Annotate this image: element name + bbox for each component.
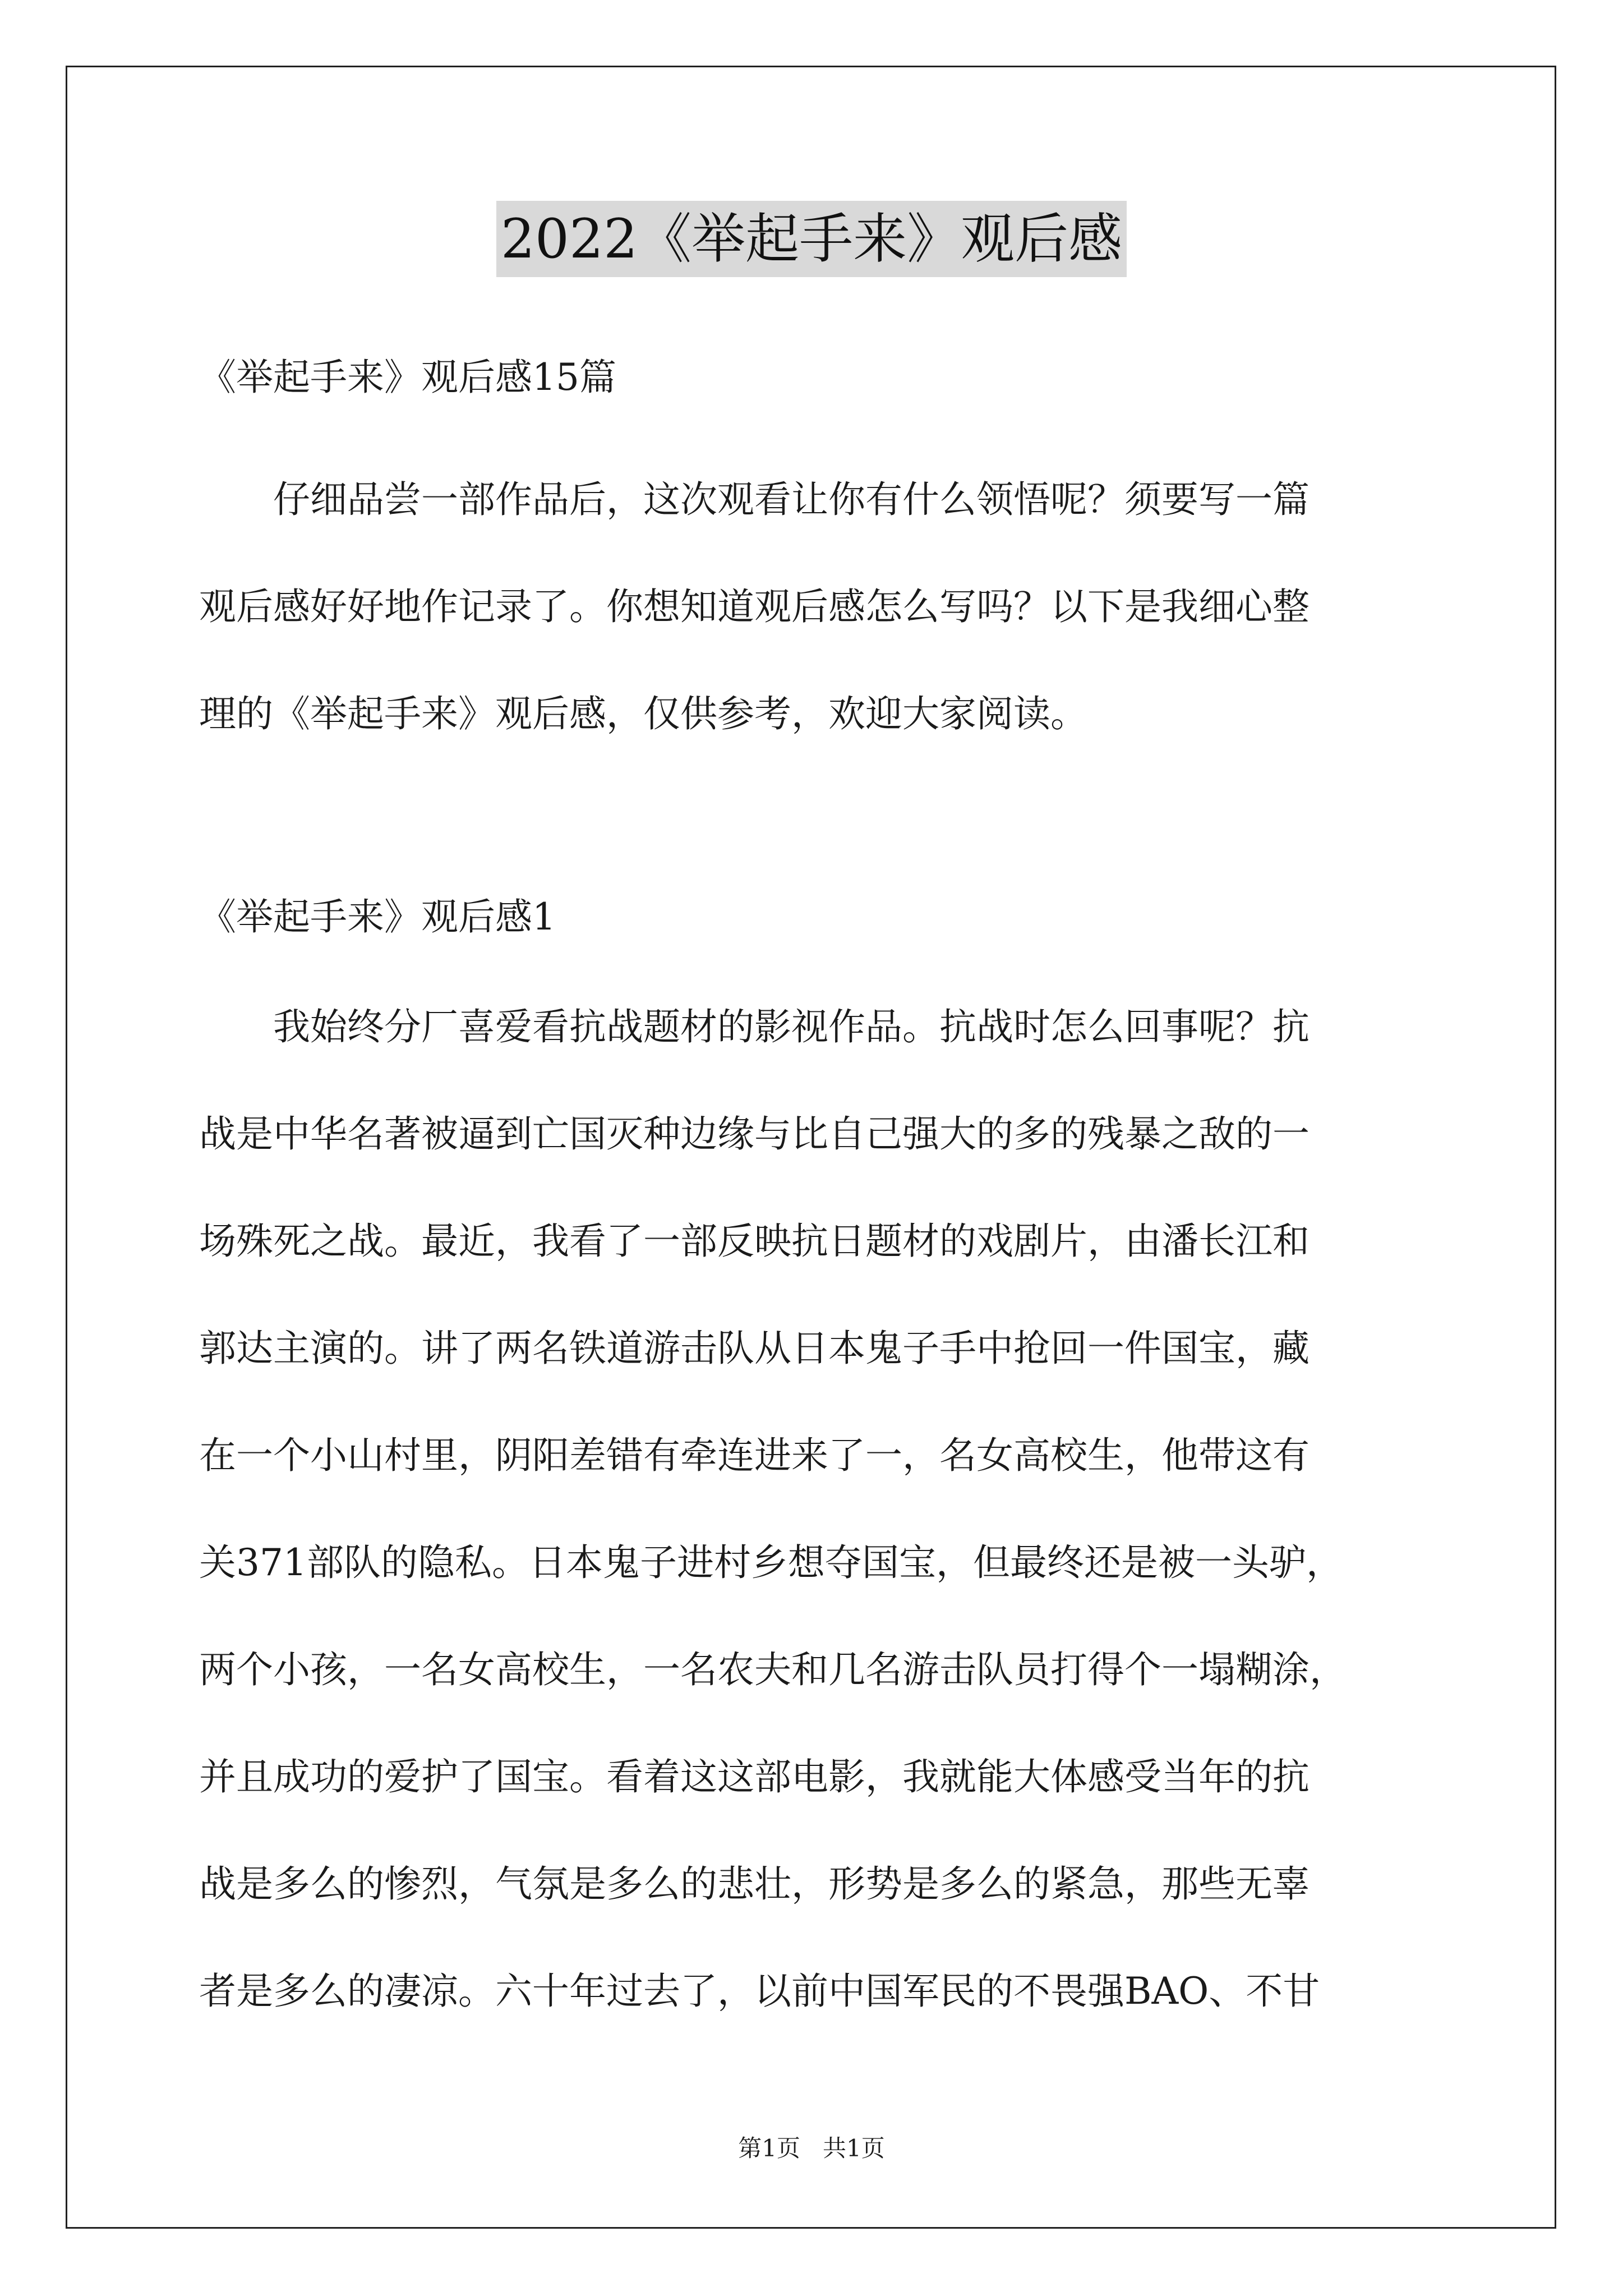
paragraph-line: 观后感好好地作记录了。你想知道观后感怎么写吗？以下是我细心整: [199, 585, 1310, 628]
intro-paragraph: [199, 446, 1433, 767]
paragraph-line: 者是多么的凄凉。六十年过去了，以前中国军民的不畏强BAO、不甘: [199, 1970, 1320, 2013]
paragraph-line: 仔细品尝一部作品后，这次观看让你有什么领悟呢？须要写一篇: [273, 478, 1310, 521]
paragraph-line: 郭达主演的。讲了两名铁道游击队从日本鬼子手中抢回一件国宝，藏: [199, 1327, 1310, 1370]
paragraph-line: 战是多么的惨烈，气氛是多么的悲壮，形势是多么的紧急，那些无辜: [199, 1862, 1310, 1906]
body-paragraph: [199, 973, 1433, 2045]
paragraph-line: 我始终分厂喜爱看抗战题材的影视作品。抗战时怎么回事呢？抗: [273, 1005, 1310, 1048]
paragraph-line: 关371部队的隐私。日本鬼子进村乡想夺国宝，但最终还是被一头驴，: [199, 1541, 1343, 1584]
paragraph-line: 场殊死之战。最近，我看了一部反映抗日题材的戏剧片，由潘长江和: [199, 1220, 1310, 1263]
section-heading: 《举起手来》观后感1: [199, 895, 556, 938]
paragraph-line: 理的《举起手来》观后感，仅供参考，欢迎大家阅读。: [199, 692, 1087, 735]
paragraph-line: 战是中华名著被逼到亡国灭种边缘与比自己强大的多的残暴之敌的一: [199, 1112, 1310, 1156]
document-title: 2022《举起手来》观后感: [496, 201, 1127, 277]
paragraph-line: 并且成功的爱护了国宝。看着这这部电影，我就能大体感受当年的抗: [199, 1755, 1310, 1798]
document-subtitle: 《举起手来》观后感15篇: [199, 356, 616, 399]
page-footer: 第1页 共1页: [738, 2134, 885, 2162]
paragraph-line: 两个小孩，一名女高校生，一名农夫和几名游击队员打得个一塌糊涂，: [199, 1648, 1347, 1691]
paragraph-line: 在一个小山村里，阴阳差错有牵连进来了一，名女高校生，他带这有: [199, 1434, 1310, 1477]
title-wrap: [0, 201, 1623, 277]
